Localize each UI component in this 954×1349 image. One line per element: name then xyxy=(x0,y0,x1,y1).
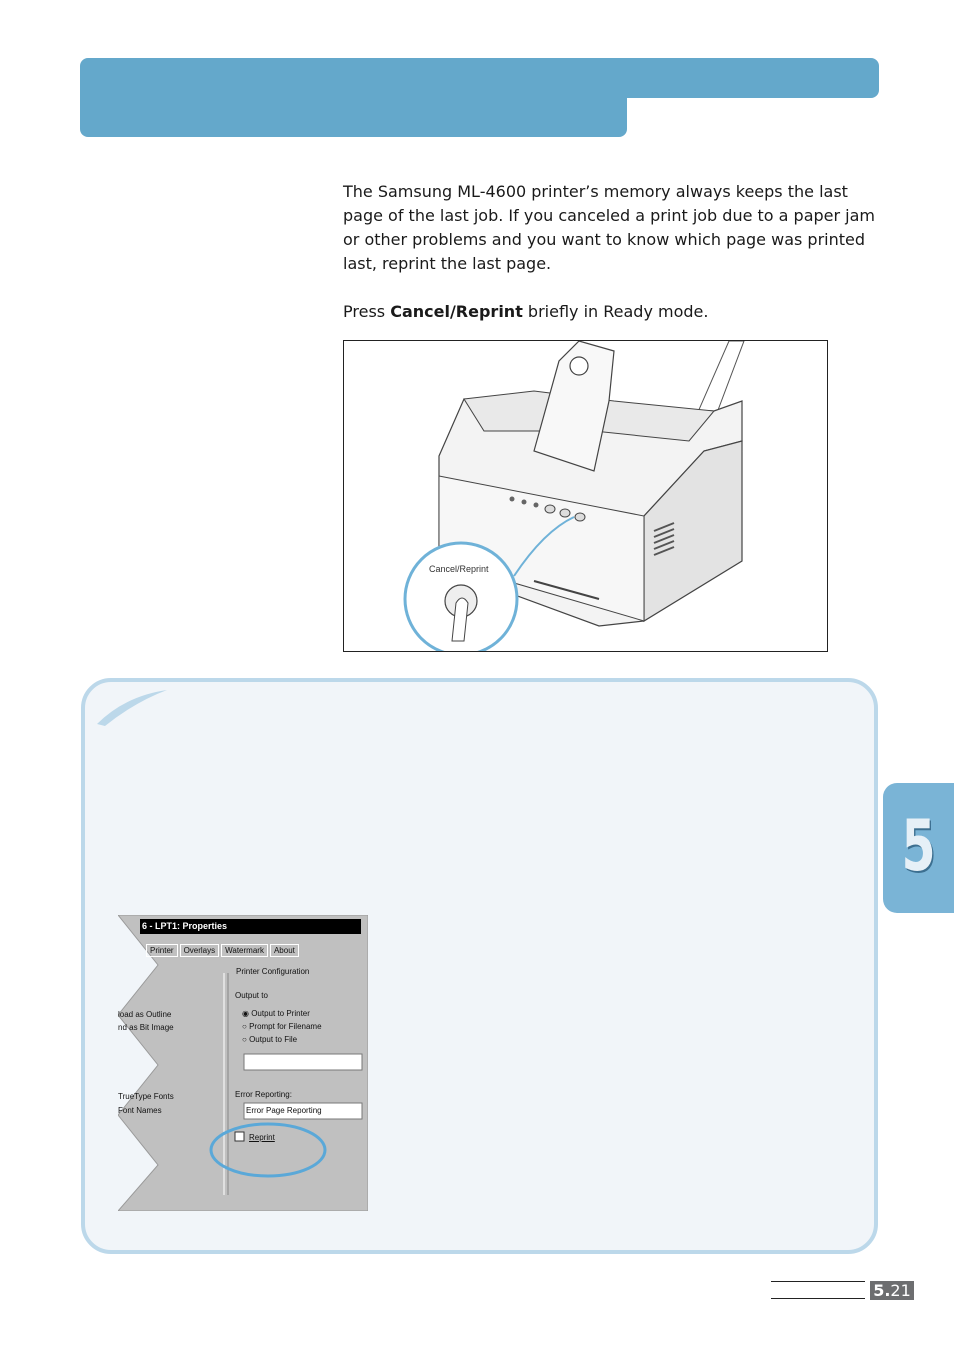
error-reporting-select[interactable]: Error Page Reporting xyxy=(246,1106,322,1115)
font-options-top xyxy=(118,1008,174,1034)
radio-prompt-filename[interactable]: ○ Prompt for Filename xyxy=(242,1022,322,1031)
dialog-tabs xyxy=(146,944,299,957)
dialog-background xyxy=(118,915,368,1211)
group-title: Printer Configuration xyxy=(236,967,310,976)
chapter-tab xyxy=(883,783,954,913)
printer-drawing xyxy=(344,341,828,652)
output-radio-group xyxy=(242,1007,322,1046)
page-number xyxy=(870,1281,914,1300)
chapter-number: 5 xyxy=(901,805,936,887)
radio-output-file-label: Output to File xyxy=(249,1035,298,1044)
option-download-outline[interactable]: load as Outline xyxy=(118,1010,172,1019)
properties-dialog-screenshot xyxy=(118,915,368,1211)
radio-output-file[interactable]: ○ Output to File xyxy=(242,1035,298,1044)
note-swoosh-icon xyxy=(95,688,175,728)
option-send-bit-image[interactable]: nd as Bit Image xyxy=(118,1023,174,1032)
radio-output-printer-label: Output to Printer xyxy=(251,1009,310,1018)
radio-prompt-filename-label: Prompt for Filename xyxy=(249,1022,322,1031)
page-number-rule xyxy=(771,1281,865,1299)
tab-watermark[interactable]: Watermark xyxy=(221,944,268,957)
reprint-checkbox-label[interactable]: Reprint xyxy=(249,1133,275,1142)
intro-text: The Samsung ML-4600 printer’s memory always keeps the last page of the last job. If you canceled a print job due to a paper jam or other problems and you want to know which page was printed last, reprint the last page. xyxy=(343,182,876,273)
option-truetype-fonts[interactable]: TrueType Fonts xyxy=(118,1092,174,1101)
dialog-title: 6 - LPT1: Properties xyxy=(142,921,228,931)
output-label: Output to xyxy=(235,991,268,1000)
font-options-bottom xyxy=(118,1090,174,1118)
instruction-button-name: Cancel/Reprint xyxy=(390,302,523,321)
instruction-suffix: briefly in Ready mode. xyxy=(522,302,709,321)
printer-illustration xyxy=(343,340,828,652)
callout-label: Cancel/Reprint xyxy=(429,564,489,574)
intro-paragraph xyxy=(343,180,883,276)
instruction-line xyxy=(343,300,708,324)
section-header-tab xyxy=(80,80,627,137)
tab-printer[interactable]: Printer xyxy=(146,944,178,957)
page-number-page: 21 xyxy=(890,1281,911,1300)
tab-about[interactable]: About xyxy=(270,944,299,957)
instruction-prefix: Press xyxy=(343,302,391,321)
option-font-names[interactable]: Font Names xyxy=(118,1106,162,1115)
radio-output-printer[interactable]: ◉ Output to Printer xyxy=(242,1009,310,1018)
tab-overlays[interactable]: Overlays xyxy=(180,944,220,957)
page-number-chapter: 5. xyxy=(873,1281,891,1300)
error-reporting-label: Error Reporting: xyxy=(235,1090,292,1099)
